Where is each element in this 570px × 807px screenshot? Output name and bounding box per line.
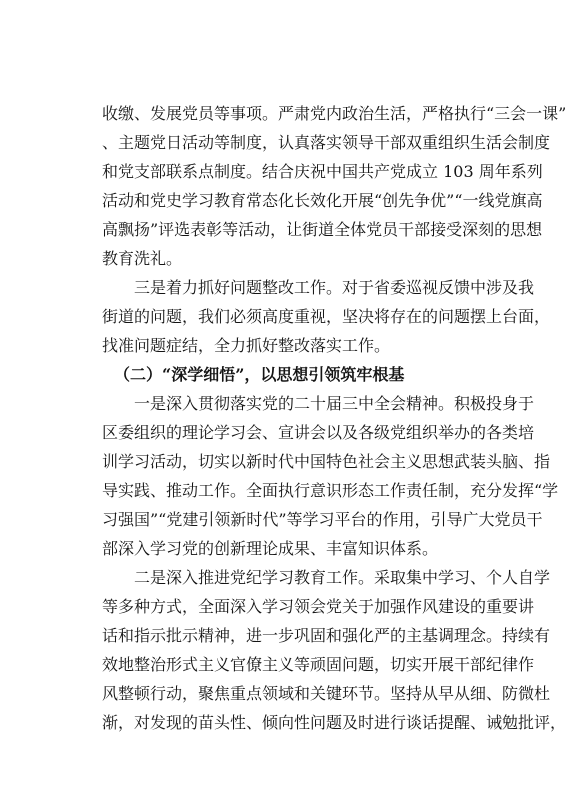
text-line: 区委组织的理论学习会、宣讲会以及各级党组织举办的各类培 xyxy=(102,423,535,442)
text-line: 习强国”“党建引领新时代”等学习平台的作用，引导广大党员干 xyxy=(102,510,543,529)
heading-text: （二）“深学细悟”，以思想引领筑牢根基 xyxy=(114,365,405,384)
text-line: 找准问题症结，全力抓好整改落实工作。 xyxy=(102,336,391,355)
document-body xyxy=(102,99,567,737)
text-line: 训学习活动，切实以新时代中国特色社会主义思想武装头脑、指 xyxy=(102,452,551,471)
text-line: 、主题党日活动等制度，认真落实领导干部双重组织生活会制度 xyxy=(102,133,551,152)
text-line: 部深入学习党的创新理论成果、丰富知识体系。 xyxy=(102,539,439,558)
text-line: 一是深入贯彻落实党的二十届三中全会精神。积极投身于 xyxy=(134,394,535,413)
paragraph-discipline-education xyxy=(102,563,567,737)
text-line: 导实践、推动工作。全面执行意识形态工作责任制，充分发挥“学 xyxy=(102,481,559,500)
text-line: 和党支部联系点制度。结合庆祝中国共产党成立 103 周年系列 xyxy=(102,162,543,181)
paragraph-rectification xyxy=(102,273,551,360)
text-line: 三是着力抓好问题整改工作。对于省委巡视反馈中涉及我 xyxy=(134,278,535,297)
text-line: 教育洗礼。 xyxy=(102,249,183,268)
text-line: 二是深入推进党纪学习教育工作。采取集中学习、个人自学 xyxy=(134,568,551,587)
text-line: 活动和党史学习教育常态化长效化开展“创先争优”“一线党旗高 xyxy=(102,191,543,210)
section-heading xyxy=(102,360,482,389)
text-line: 风整顿行动，聚焦重点领域和关键环节。坚持从早从细、防微杜 xyxy=(102,684,551,703)
paragraph-party-life xyxy=(102,99,567,273)
text-line: 效地整治形式主义官僚主义等顽固问题，切实开展干部纪律作 xyxy=(102,655,535,674)
text-line: 收缴、发展党员等事项。严肃党内政治生活，严格执行“三会一课” xyxy=(102,104,567,123)
text-line: 街道的问题，我们必须高度重视，坚决将存在的问题摆上台面， xyxy=(102,307,551,326)
text-line: 话和指示批示精神，进一步巩固和强化严的主基调理念。持续有 xyxy=(102,626,551,645)
text-line: 渐，对发现的苗头性、倾向性问题及时进行谈话提醒、诫勉批评， xyxy=(102,713,567,732)
text-line: 高飘扬”评选表彰等活动，让街道全体党员干部接受深刻的思想 xyxy=(102,220,543,239)
paragraph-plenary-spirit xyxy=(102,389,559,563)
text-line: 等多种方式，全面深入学习领会党关于加强作风建设的重要讲 xyxy=(102,597,535,616)
